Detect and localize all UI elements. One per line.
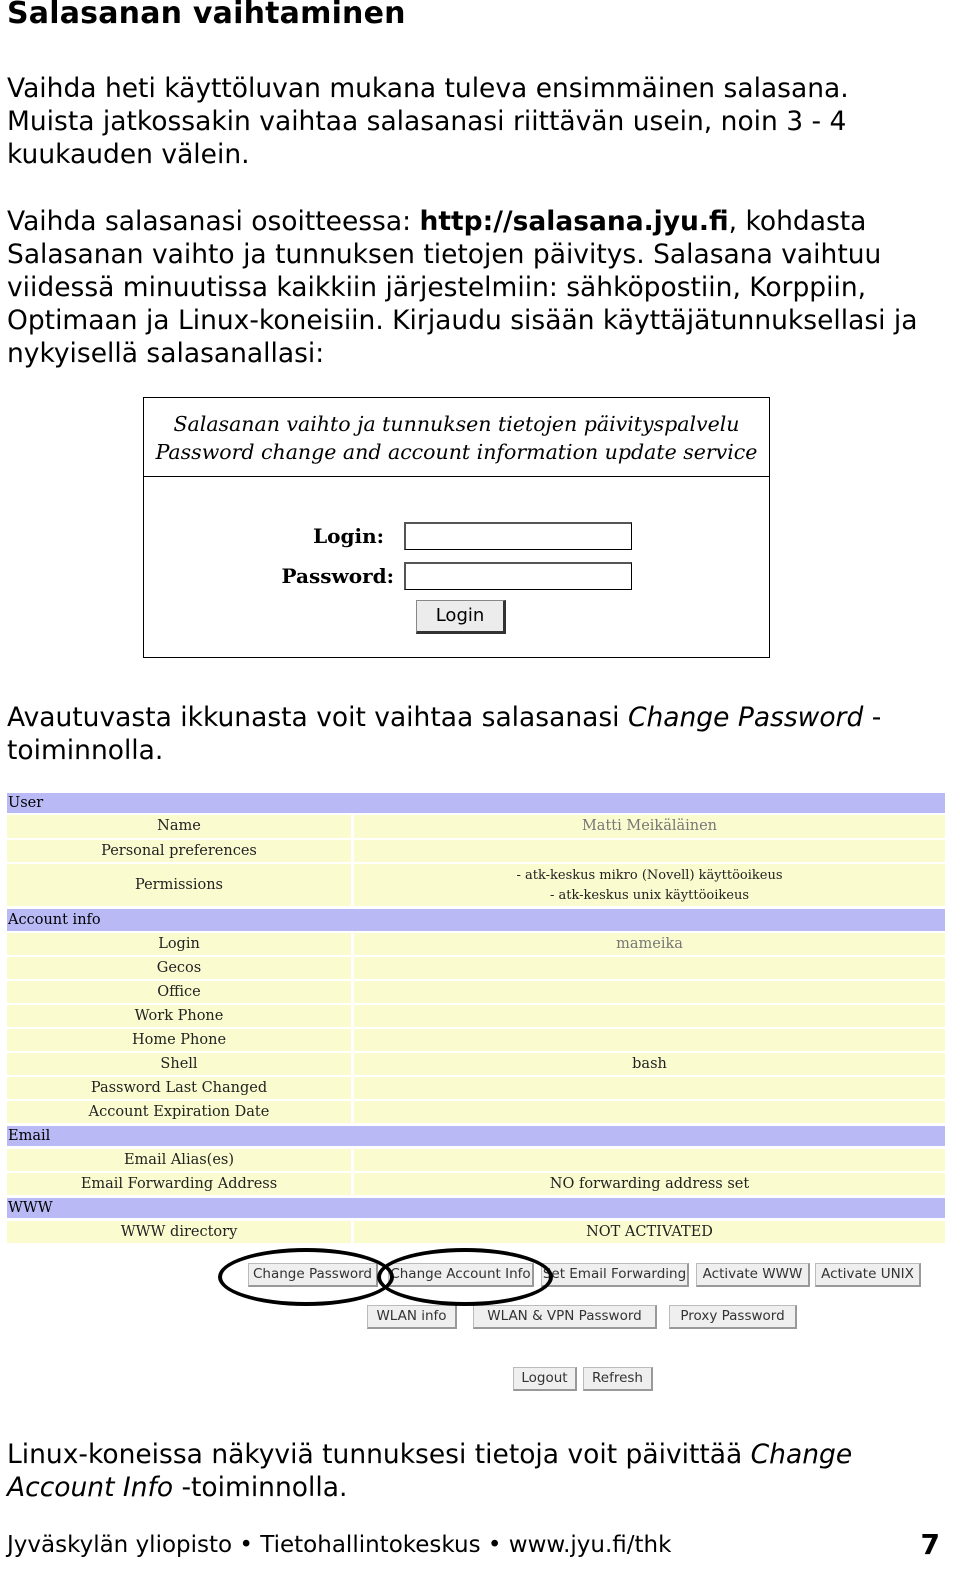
page-number: 7 <box>920 1528 940 1561</box>
row-label: Account Expiration Date <box>7 1101 351 1123</box>
row-expiration <box>7 1101 945 1123</box>
row-value <box>354 1149 945 1171</box>
login-header-en: Password change and account information update service <box>155 440 758 464</box>
page-title: Salasanan vaihtaminen <box>7 0 406 31</box>
activate-unix-button[interactable]: Activate UNIX <box>815 1263 921 1287</box>
row-email-alias <box>7 1149 945 1171</box>
section-user: User <box>7 793 945 813</box>
row-label: Work Phone <box>7 1005 351 1027</box>
row-value <box>354 864 945 906</box>
para4-post: -toiminnolla. <box>173 1472 348 1503</box>
refresh-button[interactable]: Refresh <box>583 1367 653 1391</box>
row-label: Permissions <box>7 864 351 906</box>
row-preferences <box>7 840 945 862</box>
row-home-phone <box>7 1029 945 1051</box>
row-value: NOT ACTIVATED <box>354 1221 945 1243</box>
change-password-button[interactable]: Change Password <box>248 1263 378 1287</box>
wlan-vpn-password-button[interactable]: WLAN & VPN Password <box>473 1305 657 1329</box>
permission-unix: - atk-keskus unix käyttöoikeus <box>549 888 750 903</box>
row-value: mameika <box>354 933 945 955</box>
login-screenshot <box>143 397 770 658</box>
intro-paragraph: Vaihda heti käyttöluvan mukana tuleva ensimmäinen salasana. Muista jatkossakin vaihtaa salasanasi riittävän usein, noin 3 - 4 kuukauden välein. <box>7 73 849 170</box>
row-value <box>354 1101 945 1123</box>
section-email: Email <box>7 1126 945 1146</box>
proxy-password-button[interactable]: Proxy Password <box>669 1305 797 1329</box>
instructions-post: , kohdasta Salasanan vaihto ja tunnuksen tietojen päivitys. Salasana vaihtuu viidessä minuutissa kaikkiin järjestelmiin: sähköpostiin, Korppiin, Optimaan ja Linux-koneisiin. Kirjaudu sisään käyttäjätunnuksellasi ja nykyisellä salasanallasi: <box>7 206 918 369</box>
row-label: Password Last Changed <box>7 1077 351 1099</box>
permission-novell: - atk-keskus mikro (Novell) käyttöoikeus <box>516 868 783 883</box>
row-value <box>354 1029 945 1051</box>
instructions-pre: Vaihda salasanasi osoitteessa: <box>7 206 420 237</box>
row-value <box>354 981 945 1003</box>
password-input[interactable] <box>404 562 632 590</box>
row-name <box>7 815 945 838</box>
section-account-info: Account info <box>7 909 945 931</box>
change-account-info-button[interactable]: Change Account Info <box>388 1263 534 1287</box>
login-input[interactable] <box>404 522 632 550</box>
row-label: WWW directory <box>7 1221 351 1243</box>
row-login <box>7 933 945 955</box>
para4-em: Change Account Info <box>7 1439 853 1503</box>
para3-em: Change Password <box>627 702 864 733</box>
login-header-fi: Salasanan vaihto ja tunnuksen tietojen päivityspalvelu <box>173 412 740 436</box>
login-label: Login: <box>313 524 384 548</box>
row-shell <box>7 1053 945 1075</box>
row-label: Personal preferences <box>7 840 351 862</box>
row-value <box>354 957 945 979</box>
account-info-paragraph <box>7 1438 927 1504</box>
highlight-oval-change-account <box>377 1248 553 1306</box>
row-label: Login <box>7 933 351 955</box>
set-email-forwarding-button[interactable]: Set Email Forwarding <box>541 1263 689 1287</box>
row-work-phone <box>7 1005 945 1027</box>
login-header <box>144 398 769 477</box>
wlan-info-button[interactable]: WLAN info <box>367 1305 457 1329</box>
row-office <box>7 981 945 1003</box>
login-button[interactable]: Login <box>416 600 506 634</box>
row-value <box>354 840 945 862</box>
highlight-oval-change-password <box>218 1248 394 1306</box>
para4-pre: Linux-koneissa näkyviä tunnuksesi tietoja voit päivittää <box>7 1439 751 1470</box>
para3-post: -toiminnolla. <box>7 702 882 766</box>
password-service-url[interactable]: http://salasana.jyu.fi <box>419 206 729 237</box>
para3-pre: Avautuvasta ikkunasta voit vaihtaa salasanasi <box>7 702 628 733</box>
row-value <box>354 1077 945 1099</box>
instructions-paragraph <box>7 205 927 370</box>
row-gecos <box>7 957 945 979</box>
row-value: NO forwarding address set <box>354 1173 945 1195</box>
row-value: bash <box>354 1053 945 1075</box>
row-permissions <box>7 864 945 906</box>
row-label: Gecos <box>7 957 351 979</box>
row-value: Matti Meikäläinen <box>354 815 945 838</box>
row-label: Home Phone <box>7 1029 351 1051</box>
password-label: Password: <box>281 564 394 588</box>
row-www-directory <box>7 1221 945 1243</box>
activate-www-button[interactable]: Activate WWW <box>696 1263 810 1287</box>
row-label: Email Forwarding Address <box>7 1173 351 1195</box>
section-www: WWW <box>7 1198 945 1218</box>
row-password-changed <box>7 1077 945 1099</box>
row-label: Name <box>7 815 351 838</box>
change-password-paragraph <box>7 701 927 767</box>
row-email-forwarding <box>7 1173 945 1195</box>
row-value <box>354 1005 945 1027</box>
row-label: Shell <box>7 1053 351 1075</box>
logout-button[interactable]: Logout <box>513 1367 577 1391</box>
row-label: Email Alias(es) <box>7 1149 351 1171</box>
row-label: Office <box>7 981 351 1003</box>
footer-text: Jyväskylän yliopisto • Tietohallintokeskus • www.jyu.fi/thk <box>7 1532 672 1558</box>
